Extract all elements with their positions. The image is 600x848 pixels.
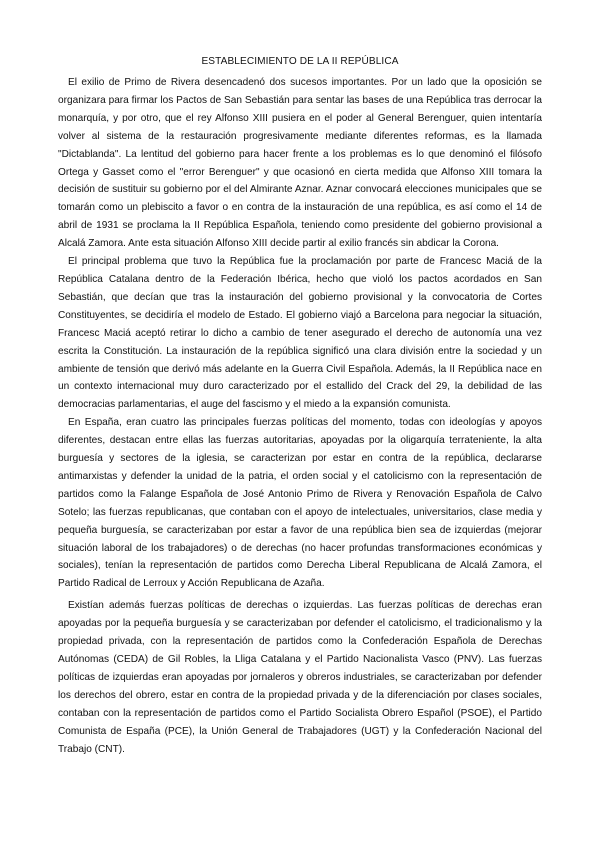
paragraph-fuerzas-politicas: En España, eran cuatro las principales fuerzas políticas del momento, todas con ideologías y apoyos diferentes, destacan entre ellas las fuerzas autoritarias, apoyadas por la oligarquía terrateniente, la alta burguesía y sectores de la iglesia, se caracterizan por estar en contra de la república, declararse antimarxistas y defender la unidad de la patria, el orden social y el catolicismo con la representación de partidos como la Falange Española de José Antonio Primo de Rivera y Renovación Española de Calvo Sotelo; las fuerzas republicanas, que contaban con el apoyo de intelectuales, universitarios, clase media y pequeña burguesía, se caracterizaban por estar a favor de una república bien sea de izquierdas (mejorar situación laboral de los trabajadores) o de derechas (no hacer profundas transformaciones económicas y sociales), tenían la representación de partidos como Derecha Liberal Republicana de Alcalá Zamora, el Partido Radical de Lerroux y Acción Republicana de Azaña.: [58, 417, 542, 590]
page-title: ESTABLECIMIENTO DE LA II REPÚBLICA: [201, 56, 399, 67]
paragraph-republica-catalana: El principal problema que tuvo la República fue la proclamación por parte de Francesc Maciá de la República Catalana dentro de la Federación Ibérica, hecho que violó los pactos acordados en San Sebastián, que decían que tras la instauración del gobierno provisional y la convocatoria de Cortes Constituyentes, se decidiría el modelo de Estado. El gobierno viajó a Barcelona para negociar la situación, Francesc Maciá aceptó retirar lo dicho a cambio de tener asegurado el derecho de autonomía una vez escrita la Constitución. La instauración de la república significó una clara división entre la sociedad y un ambiente de tensión que derivó más adelante en la Guerra Civil Española. Además, la II República nace en un contexto internacional muy duro caracterizado por el estallido del Crack del 29, la debilidad de las democracias parlamentarias, el auge del fascismo y el miedo a la expansión comunista.: [58, 256, 542, 411]
paragraph-exilio-primo-de-rivera: El exilio de Primo de Rivera desencadenó dos sucesos importantes. Por un lado que la oposición se organizara para firmar los Pactos de San Sebastián para sentar las bases de una República tras derrocar la monarquía, y por otro, que el rey Alfonso XIII pusiera en el poder al General Berenguer, quien intentaría volver al sistema de la restauración progresivamente mediante diferentes reformas, es la llamada "Dictablanda". La lentitud del gobierno para hacer frente a los problemas es lo que denominó el filósofo Ortega y Gasset como el "error Berenguer" y que ocasionó en cierta medida que Alfonso XIII tomara la decisión de sustituir su gobierno por el del Almirante Aznar. Aznar convocará elecciones municipales que se tomarán como un plebiscito a favor o en contra de la instauración de una república, es así como el 14 de abril de 1931 se proclama la II República Española, teniendo como presidente del gobierno provisional a Alcalá Zamora. Ante esta situación Alfonso XIII decide partir al exilio francés sin abdicar la Corona.: [58, 77, 542, 250]
document-body: [58, 55, 542, 758]
paragraph-derechas-izquierdas: Existían además fuerzas políticas de derechas o izquierdas. Las fuerzas políticas de derechas eran apoyadas por la pequeña burguesía y se caracterizaban por defender el catolicismo, el tradicionalismo y la propiedad privada, con la representación de partidos como la Confederación Española de Derechas Autónomas (CEDA) de Gil Robles, la Lliga Catalana y el Partido Nacionalista Vasco (PNV). Las fuerzas políticas de izquierdas eran apoyadas por jornaleros y obreros industriales, se caracterizaban por defender los derechos del obrero, estar en contra de la propiedad privada y de la diferenciación por clases sociales, contaban con la representación de partidos como el Partido Socialista Obrero Español (PSOE), el Partido Comunista de España (PCE), la Unión General de Trabajadores (UGT) y la Confederación Nacional del Trabajo (CNT).: [58, 600, 542, 755]
